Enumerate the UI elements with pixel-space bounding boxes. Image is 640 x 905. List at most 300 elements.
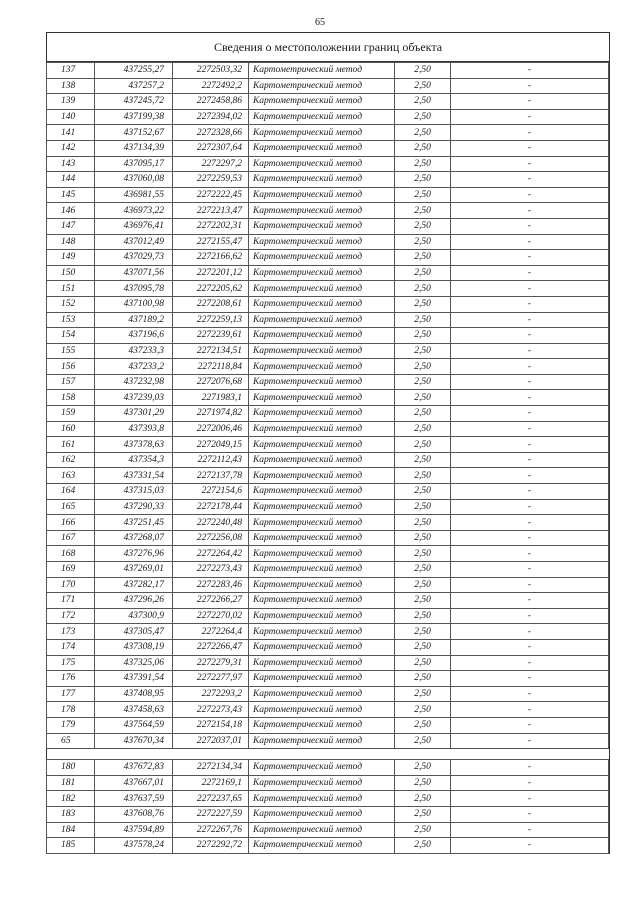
note-cell: - [451,530,609,546]
precision-cell: 2,50 [395,406,451,422]
precision-cell: 2,50 [395,296,451,312]
method-cell: Картометрический метод [249,838,395,854]
table-row [47,359,609,375]
method-cell: Картометрический метод [249,265,395,281]
coordinate-y-cell: 2272154,18 [173,717,249,733]
method-cell: Картометрический метод [249,203,395,219]
point-number-cell: 164 [47,484,95,500]
point-number-cell: 181 [47,775,95,791]
coordinate-x-cell: 437060,08 [95,172,173,188]
coordinate-y-cell: 2272279,31 [173,655,249,671]
precision-cell: 2,50 [395,343,451,359]
coordinate-y-cell: 2271983,1 [173,390,249,406]
table-row [47,125,609,141]
point-number-cell: 172 [47,608,95,624]
point-number-cell: 184 [47,822,95,838]
coordinate-y-cell: 2272292,72 [173,838,249,854]
coordinate-y-cell: 2272134,51 [173,343,249,359]
point-number-cell: 65 [47,733,95,749]
note-cell: - [451,250,609,266]
point-number-cell: 144 [47,172,95,188]
note-cell: - [451,562,609,578]
precision-cell: 2,50 [395,390,451,406]
point-number-cell: 169 [47,562,95,578]
point-number-cell: 147 [47,218,95,234]
note-cell: - [451,109,609,125]
method-cell: Картометрический метод [249,822,395,838]
note-cell: - [451,437,609,453]
coordinate-y-cell: 2272134,34 [173,760,249,776]
precision-cell: 2,50 [395,359,451,375]
coordinate-x-cell: 437378,63 [95,437,173,453]
coordinate-y-cell: 2272006,46 [173,421,249,437]
table-row [47,733,609,749]
coordinate-x-cell: 437233,2 [95,359,173,375]
coordinate-y-cell: 2272307,64 [173,140,249,156]
note-cell: - [451,608,609,624]
method-cell: Картометрический метод [249,281,395,297]
method-cell: Картометрический метод [249,515,395,531]
method-cell: Картометрический метод [249,187,395,203]
table-row [47,109,609,125]
coordinate-x-cell: 437301,29 [95,406,173,422]
coordinate-y-cell: 2272137,78 [173,468,249,484]
method-cell: Картометрический метод [249,172,395,188]
table-row [47,838,609,854]
precision-cell: 2,50 [395,172,451,188]
coordinate-y-cell: 2272273,43 [173,702,249,718]
point-number-cell: 178 [47,702,95,718]
precision-cell: 2,50 [395,437,451,453]
coordinate-y-cell: 2272155,47 [173,234,249,250]
coordinate-x-cell: 437100,98 [95,296,173,312]
method-cell: Картометрический метод [249,421,395,437]
table-row [47,172,609,188]
note-cell: - [451,390,609,406]
coordinate-x-cell: 437251,45 [95,515,173,531]
table-row [47,218,609,234]
coordinate-y-cell: 2272503,32 [173,63,249,79]
method-cell: Картометрический метод [249,671,395,687]
coordinate-y-cell: 2272266,47 [173,639,249,655]
method-cell: Картометрический метод [249,717,395,733]
precision-cell: 2,50 [395,109,451,125]
method-cell: Картометрический метод [249,63,395,79]
table-row [47,281,609,297]
coordinate-y-cell: 2272458,86 [173,94,249,110]
table-row [47,187,609,203]
coordinates-table [46,62,609,854]
method-cell: Картометрический метод [249,218,395,234]
precision-cell: 2,50 [395,312,451,328]
method-cell: Картометрический метод [249,343,395,359]
note-cell: - [451,125,609,141]
coordinate-y-cell: 2272201,12 [173,265,249,281]
coordinate-x-cell: 437189,2 [95,312,173,328]
point-number-cell: 137 [47,63,95,79]
precision-cell: 2,50 [395,156,451,172]
coordinate-y-cell: 2272240,48 [173,515,249,531]
point-number-cell: 139 [47,94,95,110]
table-title: Сведения о местоположении границ объекта [47,33,609,62]
coordinate-x-cell: 437239,03 [95,390,173,406]
precision-cell: 2,50 [395,775,451,791]
table-row [47,140,609,156]
coordinate-y-cell: 2272202,31 [173,218,249,234]
table-row [47,546,609,562]
note-cell: - [451,702,609,718]
table-row [47,593,609,609]
method-cell: Картометрический метод [249,328,395,344]
method-cell: Картометрический метод [249,250,395,266]
table-row [47,686,609,702]
point-number-cell: 168 [47,546,95,562]
note-cell: - [451,94,609,110]
coordinate-x-cell: 437269,01 [95,562,173,578]
coordinate-y-cell: 2272259,13 [173,312,249,328]
method-cell: Картометрический метод [249,546,395,562]
coordinate-y-cell: 2272293,2 [173,686,249,702]
note-cell: - [451,452,609,468]
table-row [47,806,609,822]
coordinate-x-cell: 437199,38 [95,109,173,125]
point-number-cell: 176 [47,671,95,687]
table-row [47,822,609,838]
table-row [47,760,609,776]
coordinate-y-cell: 2272166,62 [173,250,249,266]
method-cell: Картометрический метод [249,234,395,250]
point-number-cell: 149 [47,250,95,266]
point-number-cell: 156 [47,359,95,375]
table-row [47,671,609,687]
coordinate-y-cell: 2272277,97 [173,671,249,687]
coordinate-x-cell: 437276,96 [95,546,173,562]
method-cell: Картометрический метод [249,655,395,671]
precision-cell: 2,50 [395,562,451,578]
coordinate-x-cell: 437331,54 [95,468,173,484]
coordinate-y-cell: 2272264,4 [173,624,249,640]
coordinate-y-cell: 2272328,66 [173,125,249,141]
note-cell: - [451,359,609,375]
point-number-cell: 140 [47,109,95,125]
note-cell: - [451,218,609,234]
note-cell: - [451,655,609,671]
point-number-cell: 167 [47,530,95,546]
point-number-cell: 148 [47,234,95,250]
coordinate-x-cell: 437232,98 [95,374,173,390]
coordinate-x-cell: 437152,67 [95,125,173,141]
method-cell: Картометрический метод [249,94,395,110]
precision-cell: 2,50 [395,328,451,344]
precision-cell: 2,50 [395,624,451,640]
point-number-cell: 166 [47,515,95,531]
method-cell: Картометрический метод [249,374,395,390]
coordinate-y-cell: 2272267,76 [173,822,249,838]
note-cell: - [451,686,609,702]
coordinate-x-cell: 437095,78 [95,281,173,297]
method-cell: Картометрический метод [249,760,395,776]
table-row [47,156,609,172]
coordinate-y-cell: 2272266,27 [173,593,249,609]
coordinate-y-cell: 2272227,59 [173,806,249,822]
point-number-cell: 158 [47,390,95,406]
precision-cell: 2,50 [395,94,451,110]
table-row [47,655,609,671]
note-cell: - [451,639,609,655]
coordinate-x-cell: 437325,06 [95,655,173,671]
note-cell: - [451,484,609,500]
point-number-cell: 143 [47,156,95,172]
method-cell: Картометрический метод [249,806,395,822]
method-cell: Картометрический метод [249,775,395,791]
precision-cell: 2,50 [395,78,451,94]
coordinate-x-cell: 437670,34 [95,733,173,749]
precision-cell: 2,50 [395,760,451,776]
coordinate-y-cell: 2272205,62 [173,281,249,297]
coordinate-x-cell: 437608,76 [95,806,173,822]
point-number-cell: 182 [47,791,95,807]
coordinate-x-cell: 437637,59 [95,791,173,807]
method-cell: Картометрический метод [249,593,395,609]
table-row [47,468,609,484]
table-row [47,437,609,453]
method-cell: Картометрический метод [249,624,395,640]
note-cell: - [451,593,609,609]
table-row [47,265,609,281]
method-cell: Картометрический метод [249,312,395,328]
point-number-cell: 185 [47,838,95,854]
boundary-table-sheet [46,32,610,854]
note-cell: - [451,203,609,219]
group-separator [47,749,609,760]
note-cell: - [451,760,609,776]
method-cell: Картометрический метод [249,359,395,375]
precision-cell: 2,50 [395,791,451,807]
note-cell: - [451,515,609,531]
method-cell: Картометрический метод [249,109,395,125]
note-cell: - [451,421,609,437]
precision-cell: 2,50 [395,234,451,250]
note-cell: - [451,717,609,733]
table-row [47,499,609,515]
coordinate-x-cell: 437308,19 [95,639,173,655]
table-row [47,515,609,531]
table-row [47,250,609,266]
note-cell: - [451,156,609,172]
table-row [47,328,609,344]
note-cell: - [451,468,609,484]
coordinate-y-cell: 2272154,6 [173,484,249,500]
table-row [47,702,609,718]
note-cell: - [451,546,609,562]
note-cell: - [451,822,609,838]
note-cell: - [451,791,609,807]
coordinate-y-cell: 2272178,44 [173,499,249,515]
point-number-cell: 177 [47,686,95,702]
precision-cell: 2,50 [395,203,451,219]
method-cell: Картометрический метод [249,406,395,422]
table-row [47,94,609,110]
table-row [47,234,609,250]
table-row [47,452,609,468]
table-row [47,775,609,791]
point-number-cell: 142 [47,140,95,156]
note-cell: - [451,312,609,328]
coordinate-x-cell: 437268,07 [95,530,173,546]
coordinate-x-cell: 437672,83 [95,760,173,776]
note-cell: - [451,234,609,250]
precision-cell: 2,50 [395,702,451,718]
coordinate-y-cell: 2272237,65 [173,791,249,807]
coordinate-x-cell: 437290,33 [95,499,173,515]
method-cell: Картометрический метод [249,437,395,453]
method-cell: Картометрический метод [249,390,395,406]
precision-cell: 2,50 [395,374,451,390]
note-cell: - [451,140,609,156]
method-cell: Картометрический метод [249,702,395,718]
coordinate-y-cell: 2272208,61 [173,296,249,312]
coordinate-y-cell: 2272259,53 [173,172,249,188]
precision-cell: 2,50 [395,671,451,687]
method-cell: Картометрический метод [249,608,395,624]
coordinate-y-cell: 2272169,1 [173,775,249,791]
method-cell: Картометрический метод [249,125,395,141]
coordinate-x-cell: 437245,72 [95,94,173,110]
precision-cell: 2,50 [395,608,451,624]
coordinate-x-cell: 437012,49 [95,234,173,250]
coordinate-x-cell: 437282,17 [95,577,173,593]
precision-cell: 2,50 [395,530,451,546]
coordinate-x-cell: 437578,24 [95,838,173,854]
table-row [47,296,609,312]
coordinate-y-cell: 2272112,43 [173,452,249,468]
note-cell: - [451,172,609,188]
note-cell: - [451,281,609,297]
method-cell: Картометрический метод [249,296,395,312]
point-number-cell: 153 [47,312,95,328]
coordinate-x-cell: 437196,6 [95,328,173,344]
coordinate-x-cell: 437667,01 [95,775,173,791]
note-cell: - [451,187,609,203]
point-number-cell: 163 [47,468,95,484]
method-cell: Картометрический метод [249,156,395,172]
note-cell: - [451,838,609,854]
precision-cell: 2,50 [395,484,451,500]
point-number-cell: 180 [47,760,95,776]
coordinate-x-cell: 437095,17 [95,156,173,172]
point-number-cell: 141 [47,125,95,141]
method-cell: Картометрический метод [249,530,395,546]
precision-cell: 2,50 [395,452,451,468]
coordinate-y-cell: 2271974,82 [173,406,249,422]
precision-cell: 2,50 [395,515,451,531]
method-cell: Картометрический метод [249,733,395,749]
coordinate-x-cell: 437458,63 [95,702,173,718]
coordinate-y-cell: 2272076,68 [173,374,249,390]
coordinate-x-cell: 437233,3 [95,343,173,359]
point-number-cell: 171 [47,593,95,609]
method-cell: Картометрический метод [249,639,395,655]
point-number-cell: 173 [47,624,95,640]
coordinate-x-cell: 437134,39 [95,140,173,156]
point-number-cell: 155 [47,343,95,359]
coordinate-x-cell: 436976,41 [95,218,173,234]
precision-cell: 2,50 [395,265,451,281]
coordinate-y-cell: 2272118,84 [173,359,249,375]
table-row [47,343,609,359]
table-row [47,791,609,807]
point-number-cell: 174 [47,639,95,655]
coordinate-x-cell: 437255,27 [95,63,173,79]
separator-cell [47,749,609,760]
precision-cell: 2,50 [395,577,451,593]
coordinate-y-cell: 2272273,43 [173,562,249,578]
method-cell: Картометрический метод [249,78,395,94]
point-number-cell: 175 [47,655,95,671]
precision-cell: 2,50 [395,546,451,562]
precision-cell: 2,50 [395,499,451,515]
coordinate-x-cell: 437300,9 [95,608,173,624]
precision-cell: 2,50 [395,806,451,822]
precision-cell: 2,50 [395,733,451,749]
page-number: 65 [315,17,325,28]
point-number-cell: 151 [47,281,95,297]
note-cell: - [451,806,609,822]
coordinate-y-cell: 2272492,2 [173,78,249,94]
coordinate-y-cell: 2272222,45 [173,187,249,203]
point-number-cell: 160 [47,421,95,437]
note-cell: - [451,374,609,390]
table-row [47,203,609,219]
precision-cell: 2,50 [395,822,451,838]
table-row [47,312,609,328]
coordinate-x-cell: 437071,56 [95,265,173,281]
method-cell: Картометрический метод [249,686,395,702]
point-number-cell: 170 [47,577,95,593]
coordinate-x-cell: 437305,47 [95,624,173,640]
coordinate-y-cell: 2272283,46 [173,577,249,593]
precision-cell: 2,50 [395,639,451,655]
note-cell: - [451,499,609,515]
note-cell: - [451,775,609,791]
coordinate-x-cell: 436981,55 [95,187,173,203]
note-cell: - [451,577,609,593]
point-number-cell: 138 [47,78,95,94]
table-row [47,63,609,79]
table-row [47,577,609,593]
coordinate-y-cell: 2272270,02 [173,608,249,624]
method-cell: Картометрический метод [249,791,395,807]
coordinate-x-cell: 437354,3 [95,452,173,468]
method-cell: Картометрический метод [249,140,395,156]
precision-cell: 2,50 [395,218,451,234]
method-cell: Картометрический метод [249,468,395,484]
precision-cell: 2,50 [395,593,451,609]
point-number-cell: 159 [47,406,95,422]
method-cell: Картометрический метод [249,484,395,500]
table-row [47,484,609,500]
note-cell: - [451,296,609,312]
precision-cell: 2,50 [395,63,451,79]
coordinate-x-cell: 436973,22 [95,203,173,219]
precision-cell: 2,50 [395,655,451,671]
method-cell: Картометрический метод [249,577,395,593]
coordinate-y-cell: 2272256,08 [173,530,249,546]
precision-cell: 2,50 [395,686,451,702]
point-number-cell: 183 [47,806,95,822]
table-row [47,390,609,406]
coordinate-y-cell: 2272049,15 [173,437,249,453]
